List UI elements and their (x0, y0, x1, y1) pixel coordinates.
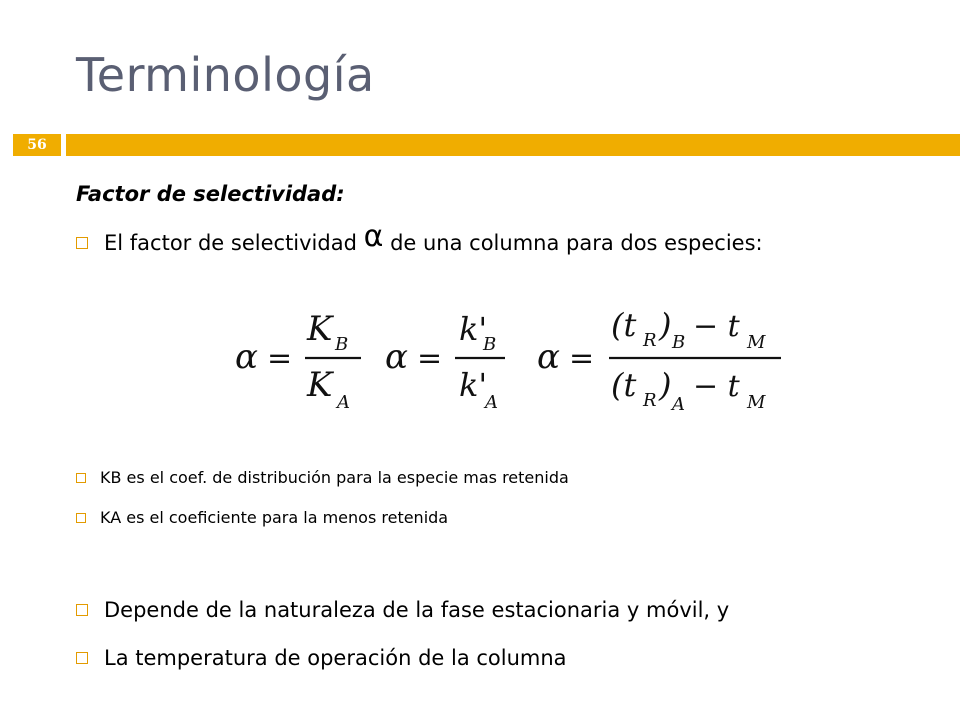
bullet-text-pre: El factor de selectividad (104, 231, 364, 255)
bullet-text: Depende de la naturaleza de la fase estacionaria y móvil, y (104, 598, 730, 622)
formula-2-denominator-sub: A (485, 392, 498, 413)
bullet-temperature (76, 646, 567, 670)
header-rule (66, 134, 960, 156)
square-bullet-icon (76, 473, 86, 483)
bullet-selectivity-definition (76, 219, 763, 258)
formula-3-numerator-b: B (672, 332, 686, 353)
formula-3-numerator-minus: − t (693, 309, 740, 344)
sub-bullet-text: KB es el coef. de distribución para la especie mas retenida (100, 468, 569, 487)
bullet-text: La temperatura de operación de la columna (104, 646, 567, 670)
formula-3-numerator-r: R (643, 330, 657, 351)
formula-3-denominator-t: (t (611, 366, 637, 404)
bullet-text-post: de una columna para dos especies: (383, 231, 763, 255)
formula-3-numerator-close: ) (659, 306, 672, 344)
formula-equals: = (417, 341, 443, 376)
formula-3-denominator-r: R (643, 390, 657, 411)
formula-equals: = (267, 341, 293, 376)
bullet-phase-dependence (76, 598, 729, 622)
formula-3-denominator-m: M (747, 392, 766, 413)
formula-1-denominator-sub: A (337, 392, 350, 413)
formula-1-numerator-sub: B (335, 334, 349, 355)
square-bullet-icon (76, 604, 88, 616)
square-bullet-icon (76, 652, 88, 664)
page-number: 56 (13, 134, 61, 156)
formula-3-numerator-t: (t (611, 306, 637, 344)
sub-bullet-ka (76, 508, 448, 527)
alpha-symbol: α (363, 219, 384, 254)
sub-bullet-text: KA es el coeficiente para la menos retenida (100, 508, 449, 527)
formula-alpha: α (385, 337, 408, 377)
formula-2-numerator-sub: B (483, 334, 497, 355)
formula-3-numerator-m: M (747, 332, 766, 353)
formula-3-denominator-close: ) (659, 366, 672, 404)
square-bullet-icon (76, 513, 86, 523)
formula-3-denominator-a: A (672, 394, 685, 415)
formula-1-numerator: K (307, 309, 333, 349)
formula-3-denominator-minus: − t (693, 369, 740, 404)
formula-alpha: α (235, 337, 258, 377)
formula-2-numerator: k' (459, 310, 488, 348)
square-bullet-icon (76, 237, 88, 249)
selectivity-formula (225, 292, 795, 422)
slide-title: Terminología (76, 48, 375, 102)
section-subheading: Factor de selectividad: (76, 182, 345, 206)
formula-2-denominator: k' (459, 366, 488, 404)
formula-equals: = (569, 341, 595, 376)
formula-1-denominator: K (307, 365, 333, 405)
formula-alpha: α (537, 337, 560, 377)
sub-bullet-kb (76, 468, 569, 487)
